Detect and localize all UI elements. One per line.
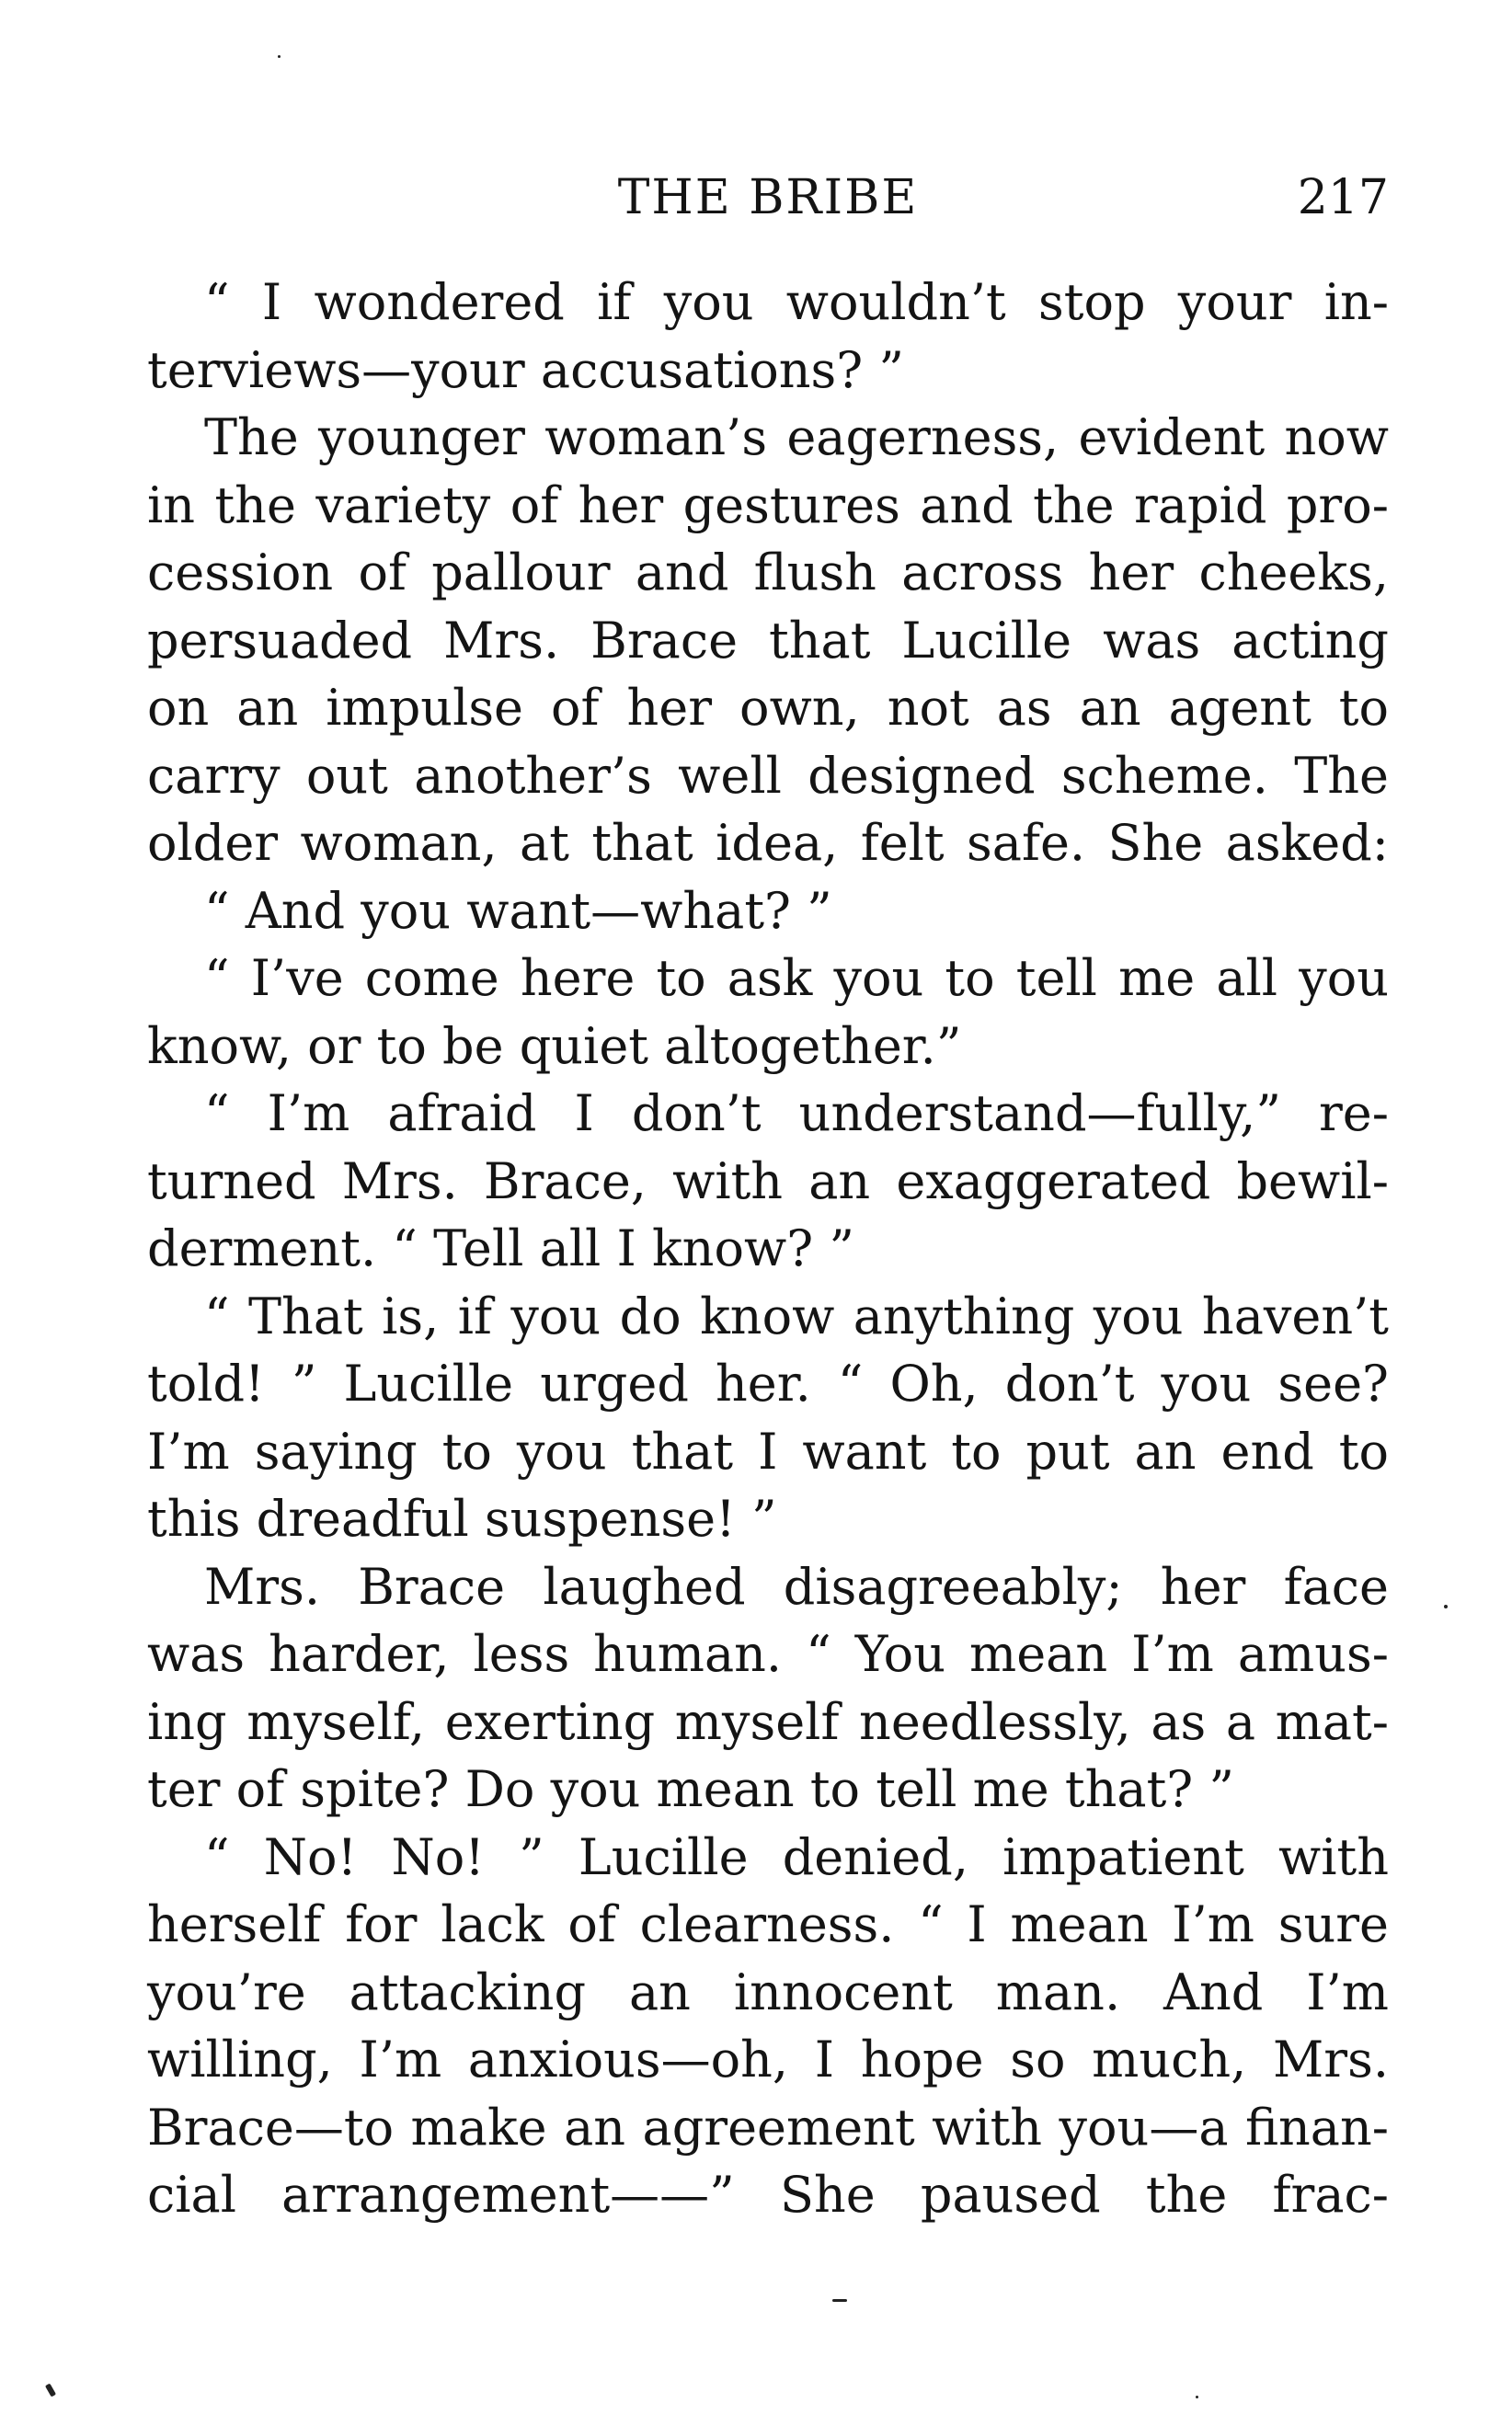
text-line: cial arrangement——” She paused the frac-	[147, 2166, 1389, 2224]
text-line: you’re attacking an innocent man. And I’m	[147, 1963, 1389, 2021]
text-line: I’m saying to you that I want to put an end to	[147, 1422, 1389, 1481]
text-line: Mrs. Brace laughed disagreeably; her face	[204, 1557, 1389, 1616]
text-line: was harder, less human. “ You mean I’m amus-	[147, 1625, 1389, 1683]
running-header	[147, 166, 1389, 230]
text-line: know, or to be quiet altogether.”	[147, 1016, 962, 1075]
body-text	[147, 269, 1389, 2229]
text-line: derment. “ Tell all I know? ”	[147, 1219, 854, 1277]
ink-speck-top	[278, 55, 281, 58]
ink-speck-right	[1444, 1605, 1448, 1608]
ink-speck-bottom	[832, 2299, 847, 2302]
text-line: Brace—to make an agreement with you—a finan-	[147, 2098, 1389, 2157]
ink-speck-bottom-right	[1196, 2396, 1198, 2398]
text-line: ter of spite? Do you mean to tell me that? ”	[147, 1760, 1235, 1818]
text-line: “ No! No! ” Lucille denied, impatient with	[204, 1827, 1389, 1886]
text-line: “ And you want—what? ”	[204, 881, 832, 940]
text-line: carry out another’s well designed scheme. The	[147, 746, 1389, 805]
text-line: The younger woman’s eagerness, evident now	[204, 408, 1389, 466]
text-line: told! ” Lucille urged her. “ Oh, don’t you see?	[147, 1355, 1389, 1413]
text-line: cession of pallour and flush across her cheeks,	[147, 544, 1389, 601]
text-line: “ I’m afraid I don’t understand—fully,” re-	[204, 1084, 1389, 1142]
text-line: “ That is, if you do know anything you haven’t	[204, 1287, 1389, 1345]
text-line: older woman, at that idea, felt safe. She asked:	[147, 814, 1389, 872]
text-line: herself for lack of clearness. “ I mean I’m sure	[147, 1895, 1389, 1953]
text-line: turned Mrs. Brace, with an exaggerated bewil-	[147, 1151, 1389, 1210]
text-line: terviews—your accusations? ”	[147, 340, 904, 399]
text-line: in the variety of her gestures and the rapid pro-	[147, 475, 1389, 534]
text-line: “ I’ve come here to ask you to tell me all you	[204, 949, 1389, 1007]
ink-speck-bottom-left	[45, 2383, 56, 2397]
text-line: this dreadful suspense! ”	[147, 1490, 777, 1548]
text-line: “ I wondered if you wouldn’t stop your in-	[204, 273, 1389, 331]
running-title: THE BRIBE	[617, 170, 919, 225]
text-line: persuaded Mrs. Brace that Lucille was acting	[147, 611, 1389, 669]
text-line: on an impulse of her own, not as an agent to	[147, 679, 1389, 737]
text-line: ing myself, exerting myself needlessly, as a mat-	[147, 1692, 1389, 1751]
text-line: willing, I’m anxious—oh, I hope so much, Mrs.	[147, 2031, 1389, 2088]
page-number: 217	[1297, 170, 1389, 225]
